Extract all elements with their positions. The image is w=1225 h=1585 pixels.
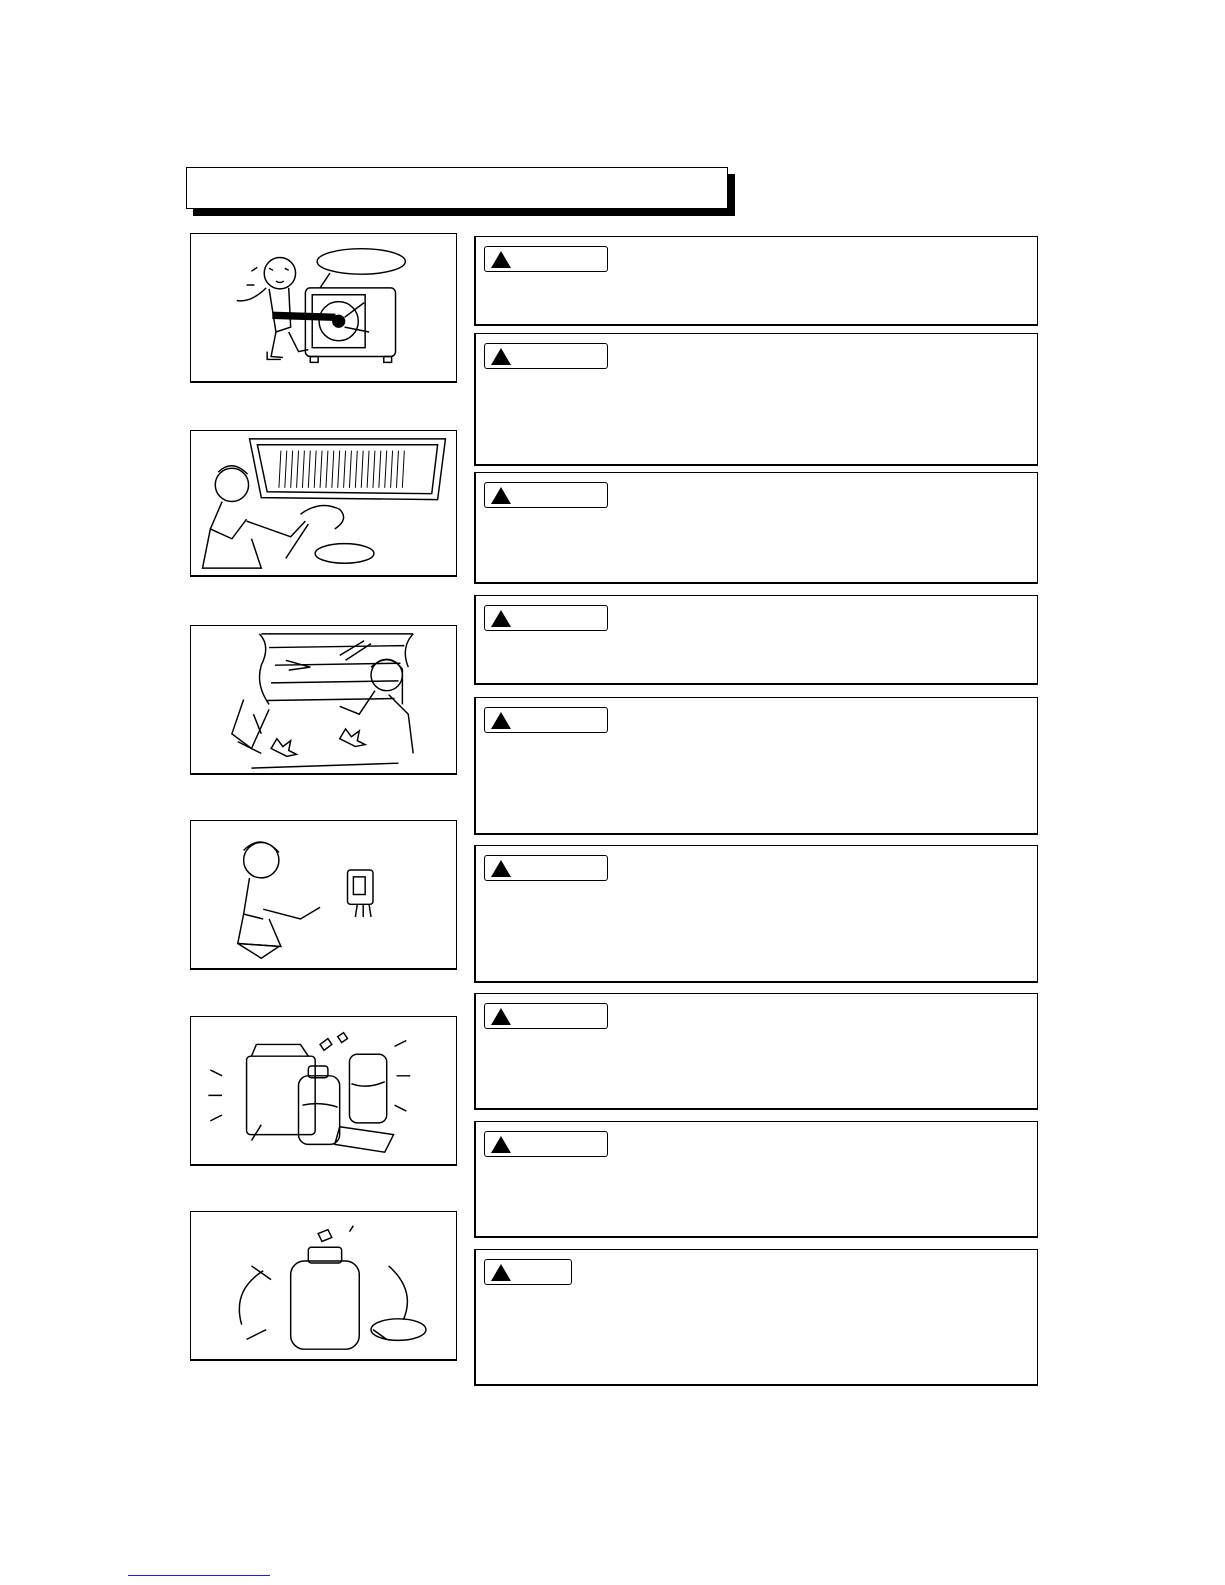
warning-box [474, 1249, 1038, 1386]
warning-tag [484, 605, 608, 631]
footer-link-underline[interactable] [128, 1575, 270, 1576]
warning-tag [484, 343, 608, 369]
window-storm-illustration [190, 625, 457, 775]
warning-tag [484, 707, 608, 733]
warning-tag [484, 1131, 608, 1157]
warning-triangle-icon [491, 1264, 511, 1281]
warning-triangle-icon [491, 348, 511, 365]
warning-box [474, 333, 1038, 466]
warning-tag [484, 1259, 572, 1285]
outdoor-unit-fan-illustration [190, 233, 457, 383]
warning-triangle-icon [491, 610, 511, 627]
warning-triangle-icon [491, 1136, 511, 1153]
warning-triangle-icon [491, 860, 511, 877]
flammable-containers-illustration [190, 1016, 457, 1166]
warning-triangle-icon [491, 1008, 511, 1025]
warning-box [474, 236, 1038, 326]
warning-box [474, 845, 1038, 983]
warning-tag [484, 1003, 608, 1029]
warning-tag [484, 246, 608, 272]
warning-box [474, 993, 1038, 1110]
warning-triangle-icon [491, 251, 511, 268]
warning-triangle-icon [491, 487, 511, 504]
spray-can-illustration [190, 1211, 457, 1361]
section-title [186, 167, 728, 209]
warning-tag [484, 482, 608, 508]
warning-tag [484, 855, 608, 881]
power-switch-illustration [190, 820, 457, 970]
warning-box [474, 697, 1038, 835]
indoor-unit-water-illustration [190, 430, 457, 577]
warning-box [474, 1121, 1038, 1238]
warning-box [474, 595, 1038, 685]
warning-triangle-icon [491, 712, 511, 729]
warning-box [474, 472, 1038, 584]
